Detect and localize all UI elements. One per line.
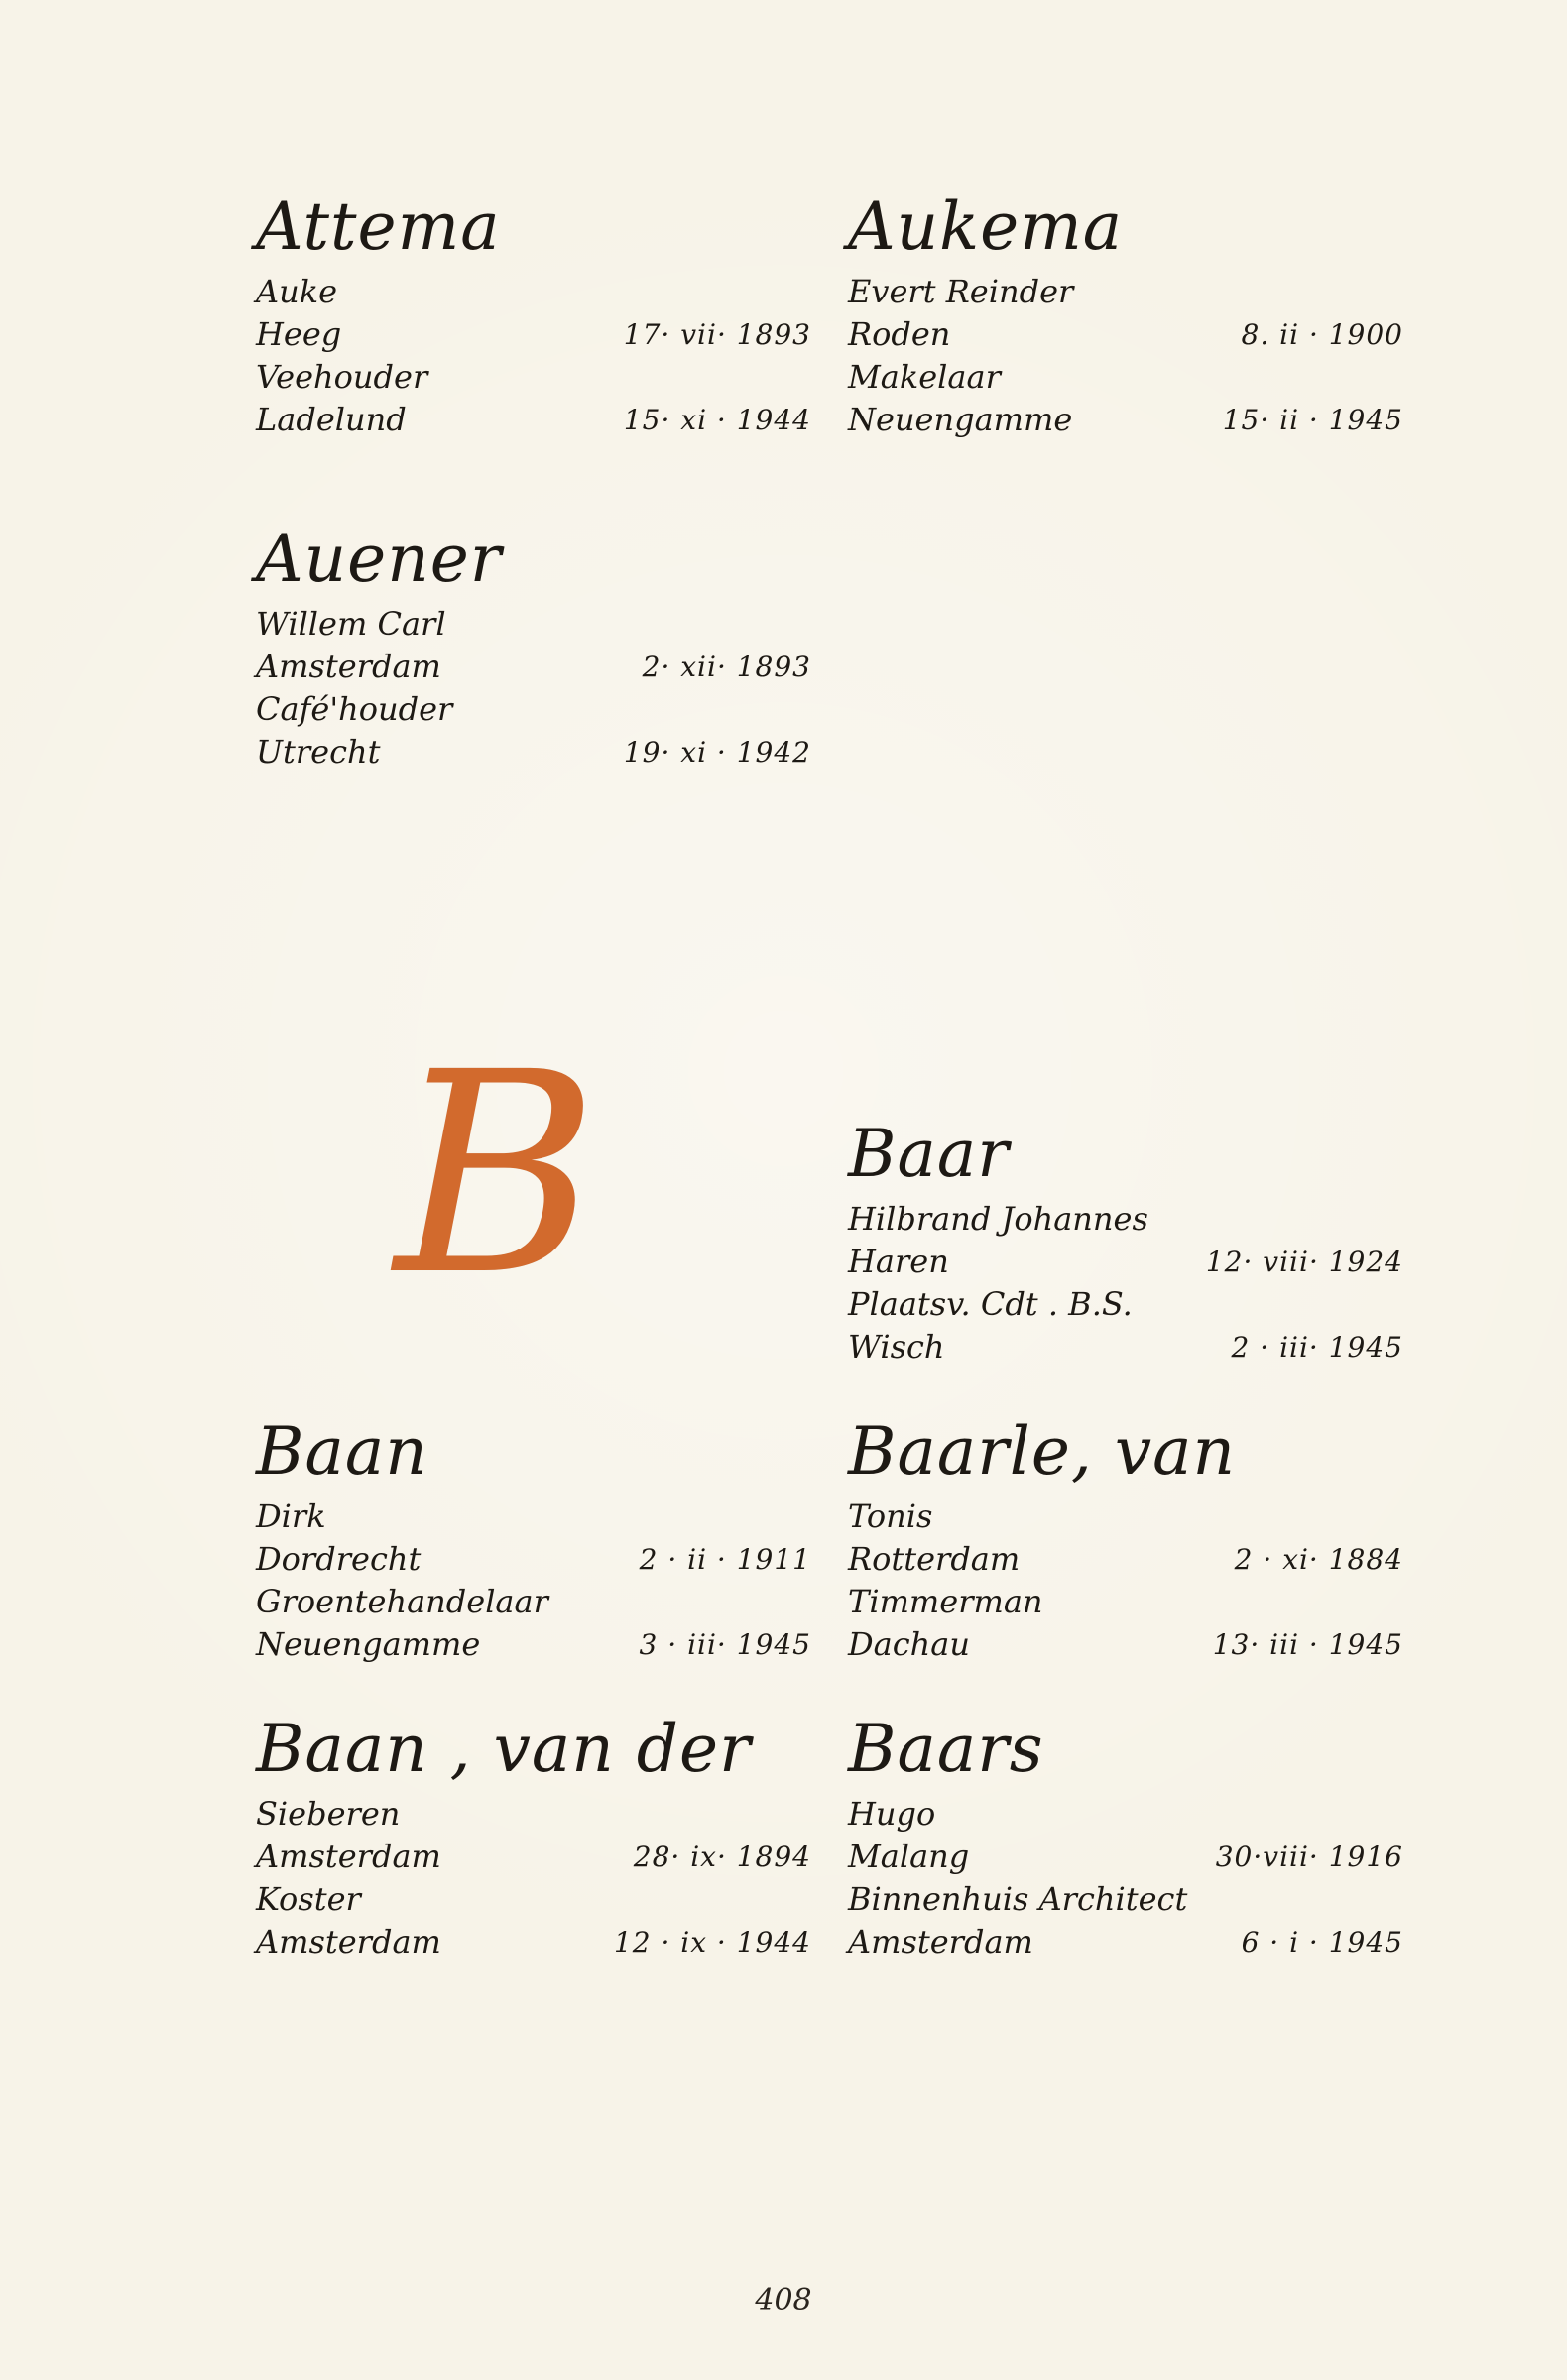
surname-heading: Baan , van der (256, 1711, 752, 1787)
birth-date: 8. ii · 1900 (1241, 318, 1403, 351)
first-name: Auke (256, 273, 338, 310)
occupation: Timmerman (848, 1583, 1043, 1620)
entry-line (256, 646, 811, 688)
entry-baars (848, 1706, 1403, 1964)
entry-line (848, 1836, 1403, 1878)
birth-date: 30·viii· 1916 (1215, 1841, 1403, 1873)
birthplace: Amsterdam (256, 1838, 441, 1875)
entry-baan-van-der (256, 1706, 811, 1964)
occupation: Binnenhuis Architect (848, 1880, 1188, 1918)
death-date: 3 · iii· 1945 (639, 1628, 811, 1661)
entry-aukema (848, 183, 1403, 441)
first-name: Dirk (256, 1497, 326, 1535)
first-name: Evert Reinder (848, 273, 1074, 310)
entry-line (848, 1793, 1403, 1836)
occupation: Makelaar (848, 358, 1001, 396)
death-date: 12 · ix · 1944 (613, 1926, 811, 1959)
birth-date: 17· vii· 1893 (623, 318, 811, 351)
death-date: 15· xi · 1944 (623, 404, 811, 436)
entry-line (848, 271, 1403, 313)
entry-line (848, 1581, 1403, 1623)
occupation: Plaatsv. Cdt . B.S. (848, 1285, 1133, 1323)
surname-heading: Baan (256, 1413, 428, 1489)
entry-line (256, 1495, 811, 1538)
death-date: 15· ii · 1945 (1222, 404, 1403, 436)
entry-line (848, 1878, 1403, 1921)
entry-line (848, 313, 1403, 356)
birthplace: Heeg (256, 315, 342, 353)
death-date: 13· iii · 1945 (1212, 1628, 1403, 1661)
drop-initial-letter: B (395, 1013, 599, 1337)
entry-line (256, 688, 811, 731)
entry-line (848, 356, 1403, 399)
entry-line (256, 399, 811, 441)
death-place: Neuengamme (256, 1625, 481, 1663)
death-date: 6 · i · 1945 (1241, 1926, 1403, 1959)
entry-line (256, 1836, 811, 1878)
entry-line (256, 1793, 811, 1836)
birth-date: 2 · ii · 1911 (639, 1543, 811, 1576)
entry-line (256, 1538, 811, 1581)
death-date: 19· xi · 1942 (623, 736, 811, 769)
entry-line (848, 1198, 1403, 1241)
birth-date: 2· xii· 1893 (642, 651, 811, 683)
entry-line (848, 1623, 1403, 1666)
first-name: Sieberen (256, 1795, 401, 1833)
death-place: Ladelund (256, 401, 407, 438)
entry-auener (256, 516, 811, 774)
entry-line (256, 603, 811, 646)
birth-date: 28· ix· 1894 (633, 1841, 811, 1873)
entry-line (848, 1921, 1403, 1964)
entry-line (256, 356, 811, 399)
entry-line (256, 313, 811, 356)
birthplace: Haren (848, 1243, 949, 1280)
entry-baarle-van (848, 1408, 1403, 1666)
birthplace: Rotterdam (848, 1540, 1021, 1578)
entry-line (848, 399, 1403, 441)
birthplace: Malang (848, 1838, 970, 1875)
birthplace: Amsterdam (256, 648, 441, 685)
occupation: Groentehandelaar (256, 1583, 548, 1620)
death-place: Wisch (848, 1328, 945, 1366)
birthplace: Dordrecht (256, 1540, 422, 1578)
surname-heading: Baars (848, 1711, 1044, 1787)
occupation: Koster (256, 1880, 361, 1918)
death-date: 2 · iii· 1945 (1231, 1331, 1403, 1364)
entry-line (256, 1581, 811, 1623)
entry-line (256, 731, 811, 774)
entry-line (848, 1326, 1403, 1368)
surname-heading: Aukema (848, 188, 1124, 265)
entry-line (848, 1241, 1403, 1283)
entry-line (256, 1878, 811, 1921)
first-name: Hugo (848, 1795, 936, 1833)
birthplace: Roden (848, 315, 951, 353)
entry-line (848, 1495, 1403, 1538)
occupation: Veehouder (256, 358, 428, 396)
entry-line (848, 1538, 1403, 1581)
death-place: Utrecht (256, 733, 381, 771)
death-place: Neuengamme (848, 401, 1073, 438)
entry-baar (848, 1111, 1403, 1368)
death-place: Amsterdam (848, 1923, 1033, 1961)
first-name: Hilbrand Johannes (848, 1200, 1148, 1238)
entry-line (256, 1921, 811, 1964)
first-name: Tonis (848, 1497, 933, 1535)
entry-baan (256, 1408, 811, 1666)
first-name: Willem Carl (256, 605, 446, 643)
page-number: 408 (755, 2283, 812, 2318)
birth-date: 2 · xi· 1884 (1234, 1543, 1403, 1576)
entry-attema (256, 183, 811, 441)
entry-line (256, 271, 811, 313)
death-place: Dachau (848, 1625, 970, 1663)
surname-heading: Baarle, van (848, 1413, 1237, 1489)
occupation: Café'houder (256, 690, 453, 728)
surname-heading: Baar (848, 1116, 1010, 1192)
birth-date: 12· viii· 1924 (1205, 1246, 1403, 1278)
death-place: Amsterdam (256, 1923, 441, 1961)
surname-heading: Attema (256, 188, 501, 265)
surname-heading: Auener (256, 521, 503, 597)
entry-line (848, 1283, 1403, 1326)
entry-line (256, 1623, 811, 1666)
